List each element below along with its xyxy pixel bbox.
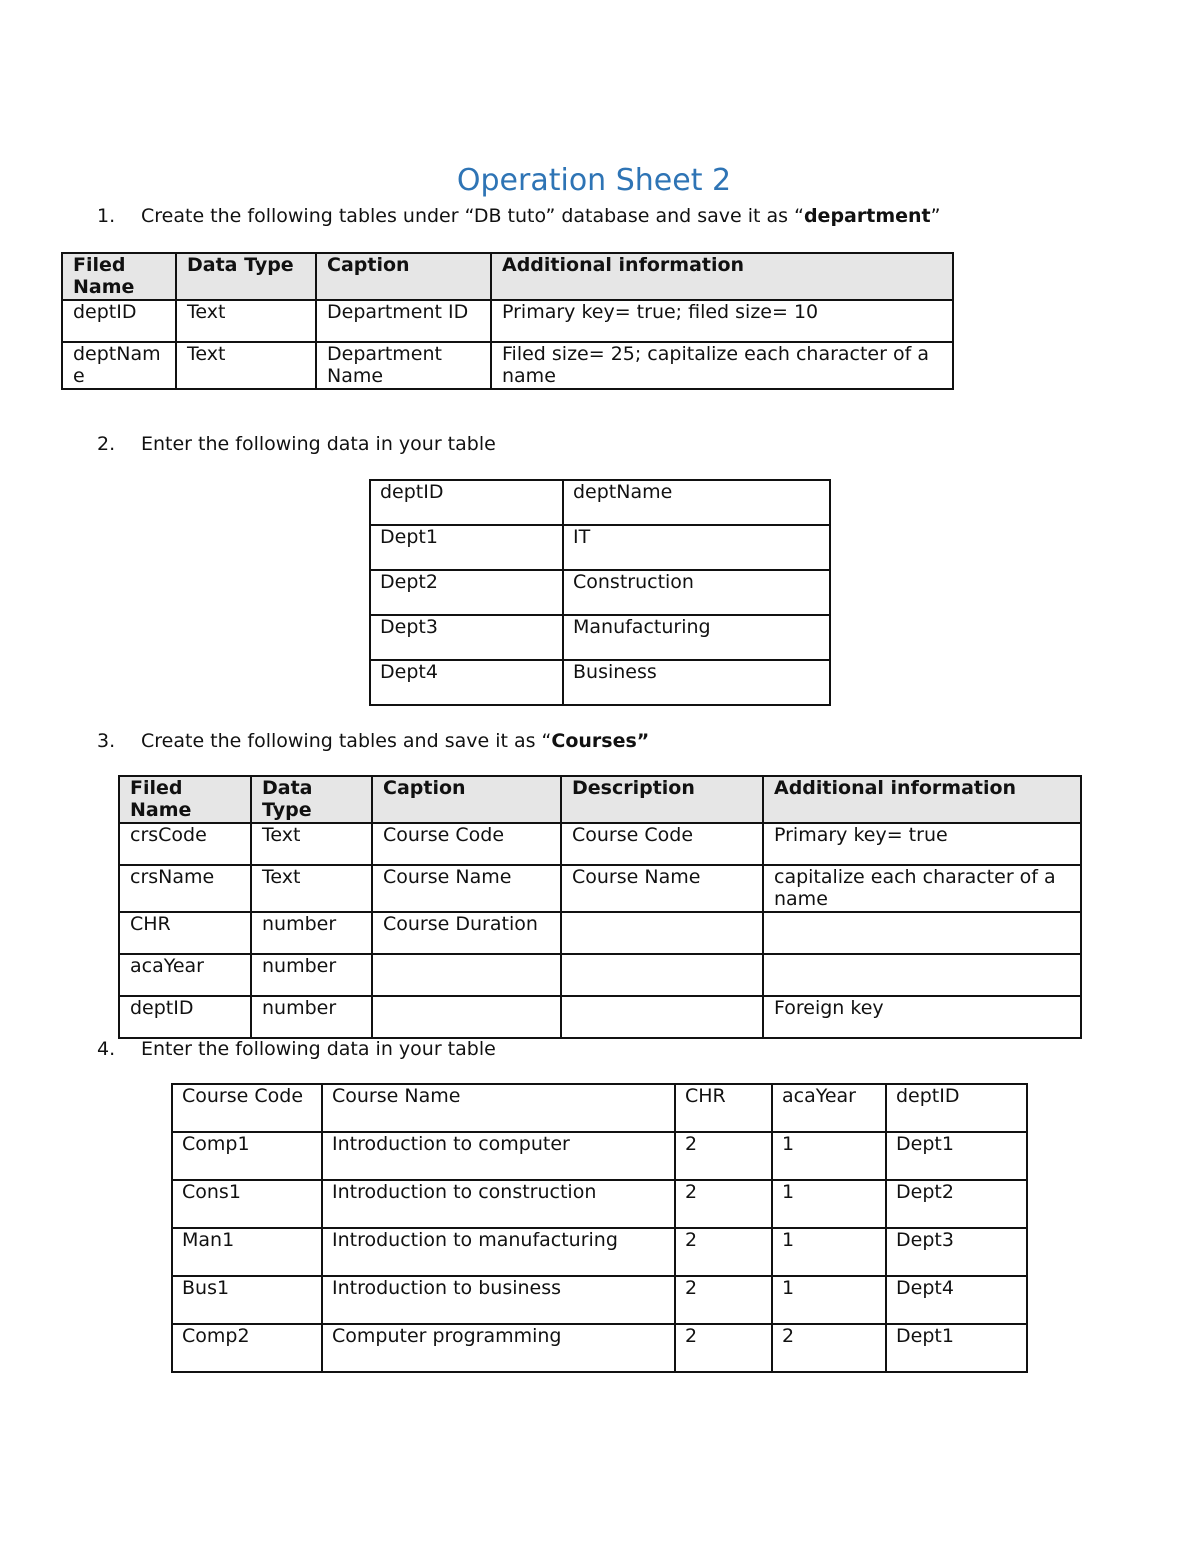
table-cell: IT bbox=[563, 525, 830, 570]
table-cell bbox=[561, 912, 763, 954]
table-cell: Dept3 bbox=[370, 615, 563, 660]
table-cell: Department Name bbox=[316, 342, 491, 389]
table-cell: Course Name bbox=[561, 865, 763, 912]
table-row bbox=[370, 570, 830, 615]
table-cell: Primary key= true; filed size= 10 bbox=[491, 300, 953, 342]
courses-data-table bbox=[171, 1083, 1028, 1373]
table-row bbox=[370, 525, 830, 570]
table-cell: number bbox=[251, 912, 372, 954]
table-cell: crsCode bbox=[119, 823, 251, 865]
table-cell: Dept4 bbox=[370, 660, 563, 705]
table-cell: acaYear bbox=[772, 1084, 886, 1132]
table-cell bbox=[561, 996, 763, 1038]
table-cell: deptID bbox=[370, 480, 563, 525]
header-cell: Data Type bbox=[251, 776, 372, 823]
table-cell: Construction bbox=[563, 570, 830, 615]
step-2 bbox=[97, 433, 496, 455]
courses-structure-table bbox=[118, 775, 1082, 1039]
table-cell: CHR bbox=[119, 912, 251, 954]
table-row bbox=[119, 912, 1081, 954]
table-row bbox=[172, 1180, 1027, 1228]
table-cell: 1 bbox=[772, 1228, 886, 1276]
header-cell: Filed Name bbox=[119, 776, 251, 823]
table-row bbox=[370, 660, 830, 705]
step-3 bbox=[97, 730, 649, 752]
table-cell: Foreign key bbox=[763, 996, 1081, 1038]
table-cell: deptName bbox=[563, 480, 830, 525]
table-cell: Primary key= true bbox=[763, 823, 1081, 865]
step-number: 2. bbox=[97, 433, 116, 455]
header-cell: Description bbox=[561, 776, 763, 823]
table-cell: Dept1 bbox=[886, 1132, 1027, 1180]
step-number: 1. bbox=[97, 205, 116, 227]
table-cell: 2 bbox=[675, 1276, 772, 1324]
table-cell: 2 bbox=[675, 1228, 772, 1276]
table-cell: Manufacturing bbox=[563, 615, 830, 660]
header-cell: Additional information bbox=[763, 776, 1081, 823]
table-cell: Computer programming bbox=[322, 1324, 675, 1372]
table-cell bbox=[763, 912, 1081, 954]
table-row bbox=[172, 1132, 1027, 1180]
step-text: Create the following tables under “DB tuto” database and save it as “ bbox=[141, 205, 804, 227]
table-cell: Text bbox=[251, 823, 372, 865]
header-cell: Caption bbox=[316, 253, 491, 300]
step-text: Create the following tables and save it as “ bbox=[141, 730, 552, 752]
table-cell: crsName bbox=[119, 865, 251, 912]
table-cell: Course Name bbox=[322, 1084, 675, 1132]
table-row bbox=[172, 1228, 1027, 1276]
step-1 bbox=[97, 205, 940, 227]
table-cell bbox=[372, 954, 561, 996]
table-cell: 2 bbox=[675, 1180, 772, 1228]
table-cell: Introduction to computer bbox=[322, 1132, 675, 1180]
header-cell: Data Type bbox=[176, 253, 316, 300]
header-cell: Additional information bbox=[491, 253, 953, 300]
table-cell: Introduction to construction bbox=[322, 1180, 675, 1228]
table-cell: 2 bbox=[675, 1324, 772, 1372]
table-cell: deptID bbox=[886, 1084, 1027, 1132]
table-row bbox=[119, 823, 1081, 865]
table-cell: Dept2 bbox=[886, 1180, 1027, 1228]
table-cell: 1 bbox=[772, 1180, 886, 1228]
table-row bbox=[119, 996, 1081, 1038]
table-cell: number bbox=[251, 996, 372, 1038]
table-cell: deptID bbox=[62, 300, 176, 342]
step-bold-text: department bbox=[803, 205, 931, 227]
table-cell: Dept3 bbox=[886, 1228, 1027, 1276]
step-text: Enter the following data in your table bbox=[141, 1038, 496, 1060]
table-cell: Business bbox=[563, 660, 830, 705]
table-row bbox=[172, 1276, 1027, 1324]
table-cell: 1 bbox=[772, 1276, 886, 1324]
table-row bbox=[119, 954, 1081, 996]
table-cell bbox=[561, 954, 763, 996]
table-cell: Filed size= 25; capitalize each character of a name bbox=[491, 342, 953, 389]
department-structure-table bbox=[61, 252, 954, 390]
table-cell: Department ID bbox=[316, 300, 491, 342]
table-cell: Comp2 bbox=[172, 1324, 322, 1372]
table-cell: number bbox=[251, 954, 372, 996]
table-cell: deptName bbox=[62, 342, 176, 389]
table-row bbox=[172, 1324, 1027, 1372]
table-row bbox=[62, 342, 953, 389]
table-row bbox=[62, 300, 953, 342]
table-cell: CHR bbox=[675, 1084, 772, 1132]
table-row bbox=[119, 865, 1081, 912]
table-cell: Man1 bbox=[172, 1228, 322, 1276]
header-cell: Filed Name bbox=[62, 253, 176, 300]
table-cell: Dept1 bbox=[370, 525, 563, 570]
table-cell: Text bbox=[176, 342, 316, 389]
table-cell: deptID bbox=[119, 996, 251, 1038]
step-number: 4. bbox=[97, 1038, 116, 1060]
step-bold-text: Courses” bbox=[551, 730, 650, 752]
step-text: Enter the following data in your table bbox=[141, 433, 496, 455]
header-cell: Caption bbox=[372, 776, 561, 823]
table-row bbox=[370, 615, 830, 660]
table-cell: acaYear bbox=[119, 954, 251, 996]
table-cell: 1 bbox=[772, 1132, 886, 1180]
table-cell: Cons1 bbox=[172, 1180, 322, 1228]
table-cell: Introduction to business bbox=[322, 1276, 675, 1324]
table-cell: Course Name bbox=[372, 865, 561, 912]
table-cell: Text bbox=[251, 865, 372, 912]
step-number: 3. bbox=[97, 730, 116, 752]
step-text-end: ” bbox=[930, 205, 941, 227]
step-4 bbox=[97, 1038, 496, 1060]
table-cell: Course Code bbox=[172, 1084, 322, 1132]
table-cell: 2 bbox=[675, 1132, 772, 1180]
table-cell bbox=[763, 954, 1081, 996]
table-cell: Dept2 bbox=[370, 570, 563, 615]
table-row bbox=[370, 480, 830, 525]
table-cell: Course Code bbox=[561, 823, 763, 865]
table-cell: Course Code bbox=[372, 823, 561, 865]
table-cell: capitalize each character of a name bbox=[763, 865, 1081, 912]
table-cell: Course Duration bbox=[372, 912, 561, 954]
department-data-table bbox=[369, 479, 831, 706]
table-cell: Dept1 bbox=[886, 1324, 1027, 1372]
page-title: Operation Sheet 2 bbox=[456, 163, 732, 198]
table-cell: Dept4 bbox=[886, 1276, 1027, 1324]
table-cell: 2 bbox=[772, 1324, 886, 1372]
table-row bbox=[172, 1084, 1027, 1132]
table-cell: Text bbox=[176, 300, 316, 342]
table-cell: Bus1 bbox=[172, 1276, 322, 1324]
table-cell: Introduction to manufacturing bbox=[322, 1228, 675, 1276]
table-cell: Comp1 bbox=[172, 1132, 322, 1180]
table-cell bbox=[372, 996, 561, 1038]
